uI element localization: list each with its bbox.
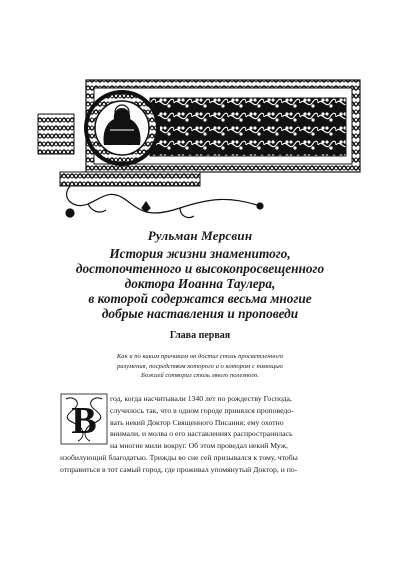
body-line: случилось так, что в одном городе принялся проповедо- [110, 405, 294, 415]
title-line: доктора Иоанна Таулера, [124, 276, 276, 291]
body-line: год, когда насчитывали 1340 лет по рождеству Господа, [110, 394, 292, 403]
body-line: внимали, и молва о его наставлениях распространилась [110, 429, 293, 439]
title-line: добрые наставления и проповеди [101, 306, 299, 321]
body-line: изобилующий благодатью. Трижды во сне сей призывался к тому, чтобы [60, 452, 298, 462]
body-line: вать некий Доктор Священного Писания; ему охотно [110, 417, 284, 427]
floral-vine-scroll [66, 186, 263, 218]
saint-figure-medallion [84, 90, 160, 166]
body-line: отправиться в тот самый город, где проживал упомянутый Доктор, и по- [60, 464, 298, 474]
book-title [30, 246, 370, 321]
drop-cap-letter: В [71, 400, 97, 442]
celtic-knot-ornament [30, 68, 370, 226]
title-line: достопочтенного и высокопросвещенного [75, 261, 325, 276]
summary-line: Божией сотворил столь много полезного. [141, 372, 259, 380]
title-line: История жизни знаменитого, [109, 246, 291, 261]
title-line: в которой содержатся весьма многие [88, 291, 312, 306]
author-name: Рульман Мерсвин [147, 228, 253, 243]
chapter-heading: Глава первая [169, 330, 231, 341]
summary-line: Как и по каким причинам он достиг столь просветленного [116, 353, 284, 360]
body-line: на многие мили вокруг. Об этом проведал некий Муж, [110, 441, 288, 451]
body-paragraph [60, 393, 343, 476]
chapter-summary [90, 352, 310, 381]
summary-line: разумения, посредством которого и о котором с помощью [117, 362, 283, 370]
